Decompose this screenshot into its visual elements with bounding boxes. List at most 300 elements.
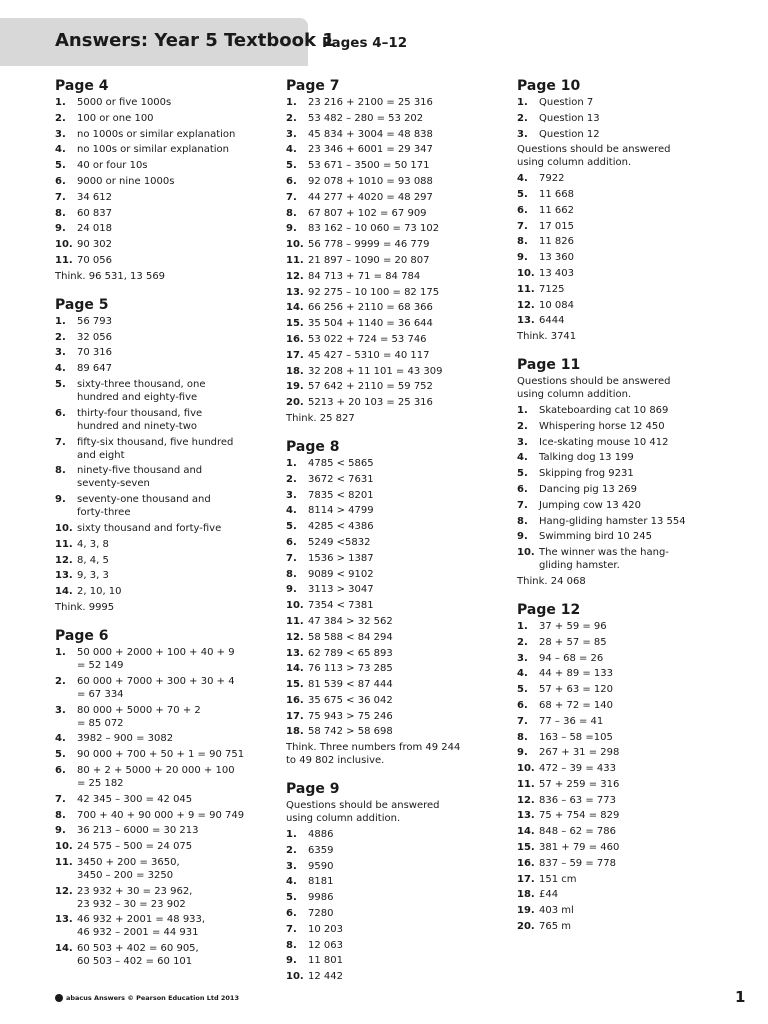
- answer-item: [286, 907, 511, 920]
- answer-item: [286, 939, 511, 952]
- answer-text: The winner was the hang- gliding hamster.: [539, 547, 669, 572]
- answer-number: 10.: [286, 971, 304, 983]
- answer-text: 8181: [308, 876, 334, 888]
- answer-item: [517, 731, 747, 744]
- answer-section: [55, 78, 283, 283]
- answer-text: 32 056: [77, 331, 112, 343]
- answer-number: 1.: [55, 97, 66, 108]
- answer-text: 75 943 > 75 246: [308, 710, 393, 722]
- answer-text: 92 275 – 10 100 = 82 175: [308, 286, 440, 298]
- answer-item: [517, 873, 747, 886]
- answer-text: 151 cm: [539, 873, 577, 885]
- answer-text: 4785 < 5865: [308, 457, 374, 469]
- section-note: Questions should be answered using column addition.: [286, 800, 440, 825]
- answer-text: 35 675 < 36 042: [308, 694, 393, 706]
- answer-item: [55, 646, 283, 672]
- answer-number: 5.: [286, 892, 297, 904]
- answer-text: 9590: [308, 860, 334, 872]
- answer-number: 5.: [55, 160, 66, 172]
- answer-number: 18.: [286, 365, 304, 377]
- answer-number: 6.: [517, 204, 528, 216]
- answer-text: 28 + 57 = 85: [539, 636, 607, 648]
- answer-text: 44 + 89 = 133: [539, 668, 614, 680]
- answer-text: 5249 <5832: [308, 536, 371, 548]
- answer-number: 2.: [517, 420, 528, 432]
- answer-item: [517, 267, 747, 280]
- answer-item: [286, 333, 511, 346]
- answer-number: 6.: [286, 175, 297, 187]
- answer-item: [55, 493, 283, 519]
- answer-number: 9.: [55, 825, 66, 837]
- answer-text: 5000 or five 1000s: [77, 97, 172, 108]
- answer-text: 7835 < 8201: [308, 489, 374, 501]
- answer-number: 19.: [517, 905, 535, 917]
- answer-number: 11.: [517, 283, 535, 295]
- answer-text: 32 208 + 11 101 = 43 309: [308, 365, 443, 377]
- answer-item: [286, 175, 511, 188]
- answer-text: 7125: [539, 283, 565, 295]
- answer-item: [517, 112, 747, 125]
- answer-text: 12 442: [308, 971, 343, 983]
- answer-item: [286, 662, 511, 675]
- answer-number: 15.: [286, 679, 304, 691]
- answer-item: [517, 794, 747, 807]
- answer-text: Question 13: [539, 112, 600, 124]
- answer-text: 53 671 – 3500 = 50 171: [308, 160, 430, 172]
- answer-text: 53 022 + 724 = 53 746: [308, 333, 427, 345]
- answer-number: 6.: [55, 407, 66, 419]
- answer-item: [517, 314, 747, 327]
- section-title: Page 4: [55, 78, 109, 94]
- answer-item: [55, 840, 283, 853]
- answer-text: 80 + 2 + 5000 + 20 000 + 100 = 25 182: [77, 764, 235, 789]
- answer-item: [55, 207, 283, 220]
- answer-text: 58 588 < 84 294: [308, 631, 393, 643]
- answer-number: 13.: [517, 810, 535, 822]
- answer-item: [517, 283, 747, 296]
- answer-number: 4.: [517, 452, 528, 464]
- answer-item: [286, 599, 511, 612]
- answer-text: 4285 < 4386: [308, 521, 374, 533]
- answer-section: [517, 78, 747, 343]
- answer-number: 4.: [286, 876, 297, 888]
- answer-number: 11.: [286, 615, 304, 627]
- answer-item: [517, 825, 747, 838]
- answer-item: [286, 844, 511, 857]
- answer-item: [55, 143, 283, 156]
- answer-item: [286, 875, 511, 888]
- answer-text: Jumping cow 13 420: [539, 499, 641, 511]
- answer-number: 11.: [286, 254, 304, 266]
- answer-number: 4.: [286, 144, 297, 156]
- answer-item: [517, 128, 747, 141]
- answer-item: [517, 251, 747, 264]
- answer-text: 60 503 + 402 = 60 905, 60 503 – 402 = 60 101: [77, 943, 199, 968]
- answer-item: [286, 891, 511, 904]
- answer-number: 8.: [517, 236, 528, 248]
- answer-item: [55, 569, 283, 582]
- answer-text: Swimming bird 10 245: [539, 531, 653, 543]
- answer-text: 70 316: [77, 347, 112, 359]
- answer-number: 4.: [517, 173, 528, 185]
- answer-number: 10.: [55, 522, 73, 534]
- answer-number: 3.: [286, 128, 297, 140]
- answer-text: 21 897 – 1090 = 20 807: [308, 254, 430, 266]
- think-answer: Think. 24 068: [517, 575, 586, 587]
- answer-item: [286, 923, 511, 936]
- answer-item: [55, 793, 283, 806]
- answer-number: 1.: [55, 315, 66, 327]
- answer-item: [517, 96, 747, 109]
- answer-text: 381 + 79 = 460: [539, 842, 620, 854]
- answer-item: [55, 407, 283, 433]
- answer-number: 11.: [55, 856, 73, 868]
- page-range: Pages 4–12: [322, 35, 408, 51]
- answer-number: 14.: [55, 586, 73, 598]
- answer-item: [286, 380, 511, 393]
- answer-text: no 100s or similar explanation: [77, 144, 229, 156]
- answer-item: [55, 159, 283, 172]
- answer-text: 58 742 > 58 698: [308, 726, 393, 738]
- answer-text: 80 000 + 5000 + 70 + 2 = 85 072: [77, 704, 201, 729]
- answer-item: [55, 522, 283, 535]
- answer-text: Whispering horse 12 450: [539, 420, 665, 432]
- answer-number: 10.: [517, 547, 535, 559]
- answer-item: [517, 172, 747, 185]
- answer-number: 18.: [286, 726, 304, 738]
- answer-number: 1.: [517, 620, 528, 632]
- answer-item: [55, 809, 283, 822]
- answer-item: [55, 764, 283, 790]
- answer-item: [55, 362, 283, 375]
- answer-number: 8.: [286, 207, 297, 219]
- answer-text: 68 + 72 = 140: [539, 699, 614, 711]
- answer-item: [286, 349, 511, 362]
- answer-number: 16.: [286, 333, 304, 345]
- answer-text: 23 216 + 2100 = 25 316: [308, 97, 433, 108]
- answer-item: [517, 299, 747, 312]
- answer-text: 765 m: [539, 921, 572, 933]
- answer-text: 46 932 + 2001 = 48 933, 46 932 – 2001 = 44 931: [77, 914, 206, 939]
- answer-section: [55, 297, 283, 614]
- answer-section: [286, 439, 511, 767]
- answer-section: [286, 781, 511, 983]
- answer-item: [517, 904, 747, 917]
- answer-item: [55, 913, 283, 939]
- answer-item: [286, 128, 511, 141]
- answer-item: [55, 315, 283, 328]
- answer-item: [517, 652, 747, 665]
- answer-item: [286, 520, 511, 533]
- answer-text: 23 346 + 6001 = 29 347: [308, 144, 433, 156]
- answer-number: 7.: [286, 191, 297, 203]
- answer-text: Ice-skating mouse 10 412: [539, 436, 669, 448]
- answer-number: 13.: [517, 315, 535, 327]
- answer-text: no 1000s or similar explanation: [77, 128, 236, 140]
- answer-item: [55, 238, 283, 251]
- answer-number: 4.: [55, 144, 66, 156]
- answer-item: [517, 667, 747, 680]
- answer-number: 7.: [286, 923, 297, 935]
- answer-text: 7354 < 7381: [308, 600, 374, 612]
- answer-number: 5.: [55, 378, 66, 390]
- answer-item: [286, 536, 511, 549]
- section-title: Page 9: [286, 781, 340, 798]
- answer-number: 5.: [517, 188, 528, 200]
- answer-text: 36 213 – 6000 = 30 213: [77, 825, 199, 837]
- answer-text: 9089 < 9102: [308, 568, 374, 580]
- answer-text: 90 302: [77, 239, 112, 251]
- answer-item: [517, 420, 747, 433]
- answer-number: 5.: [286, 160, 297, 172]
- answer-text: 700 + 40 + 90 000 + 9 = 90 749: [77, 809, 245, 821]
- answer-item: [286, 238, 511, 251]
- answer-item: [517, 683, 747, 696]
- think-answer: Think. 96 531, 13 569: [55, 270, 166, 282]
- answer-number: 5.: [55, 749, 66, 761]
- answer-item: [55, 824, 283, 837]
- answer-item: [286, 143, 511, 156]
- answer-number: 3.: [55, 704, 66, 716]
- answer-item: [286, 191, 511, 204]
- section-title: Page 6: [55, 627, 109, 644]
- answer-text: 75 + 754 = 829: [539, 810, 620, 822]
- answer-number: 7.: [55, 793, 66, 805]
- answer-number: 3.: [517, 128, 528, 140]
- answer-text: ninety-five thousand and seventy-seven: [77, 465, 203, 490]
- answer-number: 17.: [517, 873, 535, 885]
- answer-section: [517, 357, 747, 588]
- answer-item: [55, 942, 283, 968]
- answer-number: 7.: [286, 552, 297, 564]
- answer-item: [517, 467, 747, 480]
- answer-item: [286, 489, 511, 502]
- answer-text: Dancing pig 13 269: [539, 483, 637, 495]
- answer-item: [55, 96, 283, 109]
- answer-number: 8.: [517, 731, 528, 743]
- answer-item: [517, 778, 747, 791]
- think-answer: Think. 3741: [517, 331, 577, 343]
- answer-number: 12.: [517, 299, 535, 311]
- answer-number: 9.: [55, 223, 66, 235]
- answer-text: 4, 3, 8: [77, 538, 109, 550]
- answer-column-2: [286, 78, 511, 997]
- section-note: Questions should be answered using column addition.: [517, 144, 671, 169]
- answer-number: 6.: [517, 483, 528, 495]
- answer-item: [517, 699, 747, 712]
- answer-number: 10.: [517, 763, 535, 775]
- answer-text: 6359: [308, 844, 334, 856]
- page-title: Answers: Year 5 Textbook 1: [55, 30, 335, 51]
- answer-text: 56 793: [77, 315, 112, 327]
- answer-text: Question 12: [539, 128, 600, 140]
- answer-number: 7.: [55, 191, 66, 203]
- answer-column-3: [517, 78, 747, 947]
- answer-text: 57 + 63 = 120: [539, 684, 614, 696]
- answer-text: 83 162 – 10 060 = 73 102: [308, 223, 440, 235]
- section-title: Page 7: [286, 78, 340, 94]
- answer-number: 4.: [517, 668, 528, 680]
- answer-number: 7.: [517, 220, 528, 232]
- answer-item: [517, 530, 747, 543]
- section-title: Page 11: [517, 357, 581, 374]
- answer-item: [286, 583, 511, 596]
- answer-number: 12.: [55, 885, 73, 897]
- section-title: Page 5: [55, 296, 109, 313]
- answer-text: 90 000 + 700 + 50 + 1 = 90 751: [77, 749, 245, 761]
- answer-item: [286, 301, 511, 314]
- answer-item: [55, 585, 283, 598]
- answer-text: 92 078 + 1010 = 93 088: [308, 175, 433, 187]
- answer-text: 3113 > 3047: [308, 584, 374, 596]
- answer-item: [55, 175, 283, 188]
- answer-text: 37 + 59 = 96: [539, 620, 607, 632]
- answer-item: [517, 809, 747, 822]
- answer-number: 16.: [517, 857, 535, 869]
- answer-item: [517, 715, 747, 728]
- answer-text: 24 018: [77, 223, 112, 235]
- section-title: Page 8: [286, 438, 340, 455]
- answer-number: 14.: [517, 826, 535, 838]
- answer-number: 9.: [517, 531, 528, 543]
- answer-text: sixty-three thousand, one hundred and eighty-five: [77, 378, 206, 403]
- answer-item: [517, 204, 747, 217]
- answer-column-1: [55, 78, 283, 982]
- answer-number: 1.: [55, 646, 66, 658]
- answer-text: 57 + 259 = 316: [539, 778, 620, 790]
- answer-text: fifty-six thousand, five hundred and eight: [77, 436, 234, 461]
- answer-item: [517, 762, 747, 775]
- answer-text: 4886: [308, 829, 334, 841]
- answer-text: 3672 < 7631: [308, 473, 374, 485]
- answer-item: [55, 191, 283, 204]
- answer-text: 11 668: [539, 188, 574, 200]
- answer-number: 16.: [286, 694, 304, 706]
- answer-section: [517, 602, 747, 933]
- answer-number: 9.: [517, 747, 528, 759]
- answer-item: [55, 748, 283, 761]
- answer-number: 2.: [286, 844, 297, 856]
- answer-number: 3.: [55, 128, 66, 140]
- answer-item: [517, 188, 747, 201]
- answer-text: 66 256 + 2110 = 68 366: [308, 302, 433, 314]
- answer-number: 1.: [517, 97, 528, 108]
- answer-number: 8.: [286, 939, 297, 951]
- answer-text: 836 – 63 = 773: [539, 794, 616, 806]
- answer-item: [286, 725, 511, 738]
- answer-number: 10.: [55, 841, 73, 853]
- answer-item: [55, 732, 283, 745]
- answer-text: 34 612: [77, 191, 112, 203]
- answer-text: 267 + 31 = 298: [539, 747, 620, 759]
- answer-number: 10.: [55, 239, 73, 251]
- answer-number: 4.: [286, 505, 297, 517]
- answer-item: [286, 828, 511, 841]
- think-answer: Think. 25 827: [286, 412, 355, 424]
- answer-number: 13.: [55, 914, 73, 926]
- answer-number: 3.: [286, 860, 297, 872]
- answer-item: [517, 841, 747, 854]
- answer-number: 18.: [517, 889, 535, 901]
- answer-item: [286, 159, 511, 172]
- answer-item: [55, 704, 283, 730]
- answer-text: 403 ml: [539, 905, 574, 917]
- answer-text: 45 427 – 5310 = 40 117: [308, 349, 430, 361]
- answer-text: 9986: [308, 892, 334, 904]
- answer-item: [286, 970, 511, 983]
- answer-item: [517, 404, 747, 417]
- answer-number: 4.: [55, 363, 66, 375]
- answer-item: [517, 636, 747, 649]
- answer-number: 13.: [286, 286, 304, 298]
- answer-item: [286, 860, 511, 873]
- answer-text: 53 482 – 280 = 53 202: [308, 112, 424, 124]
- answer-item: [286, 365, 511, 378]
- answer-number: 6.: [55, 764, 66, 776]
- answer-text: 8, 4, 5: [77, 554, 109, 566]
- answer-number: 11.: [55, 254, 73, 266]
- section-title: Page 10: [517, 78, 581, 94]
- answer-number: 12.: [286, 270, 304, 282]
- answer-item: [55, 222, 283, 235]
- answer-number: 19.: [286, 381, 304, 393]
- answer-item: [55, 436, 283, 462]
- answer-item: [286, 552, 511, 565]
- answer-item: [55, 856, 283, 882]
- answer-number: 8.: [517, 515, 528, 527]
- answer-text: 23 932 + 30 = 23 962, 23 932 – 30 = 23 902: [77, 885, 193, 910]
- answer-item: [517, 857, 747, 870]
- answer-text: 89 647: [77, 363, 112, 375]
- answer-number: 5.: [517, 468, 528, 480]
- answer-number: 11.: [55, 538, 73, 550]
- answer-number: 2.: [517, 636, 528, 648]
- answer-text: 6444: [539, 315, 565, 327]
- answer-item: [55, 554, 283, 567]
- answer-text: 94 – 68 = 26: [539, 652, 604, 664]
- answer-number: 2.: [517, 112, 528, 124]
- answer-number: 6.: [286, 536, 297, 548]
- answer-text: 11 662: [539, 204, 574, 216]
- answer-number: 20.: [286, 397, 304, 409]
- answer-number: 12.: [55, 554, 73, 566]
- answer-number: 12.: [286, 631, 304, 643]
- answer-text: 163 – 58 =105: [539, 731, 613, 743]
- answer-number: 15.: [286, 318, 304, 330]
- answer-text: 50 000 + 2000 + 100 + 40 + 9 = 52 149: [77, 646, 235, 671]
- answer-item: [55, 378, 283, 404]
- answer-item: [517, 920, 747, 933]
- answer-item: [55, 112, 283, 125]
- answer-text: 84 713 + 71 = 84 784: [308, 270, 421, 282]
- answer-text: Hang-gliding hamster 13 554: [539, 515, 686, 527]
- answer-text: 11 801: [308, 955, 343, 967]
- answer-text: 62 789 < 65 893: [308, 647, 393, 659]
- answer-item: [286, 647, 511, 660]
- page-number: 1: [735, 988, 746, 1006]
- answer-number: 17.: [286, 349, 304, 361]
- answer-number: 10.: [286, 239, 304, 251]
- answer-section: [286, 78, 511, 425]
- answer-number: 3.: [517, 652, 528, 664]
- answer-text: sixty thousand and forty-five: [77, 522, 222, 534]
- answer-text: 7922: [539, 173, 565, 185]
- answer-number: 13.: [55, 570, 73, 582]
- answer-item: [286, 694, 511, 707]
- answer-text: Talking dog 13 199: [539, 452, 634, 464]
- answer-item: [55, 538, 283, 551]
- answer-item: [517, 499, 747, 512]
